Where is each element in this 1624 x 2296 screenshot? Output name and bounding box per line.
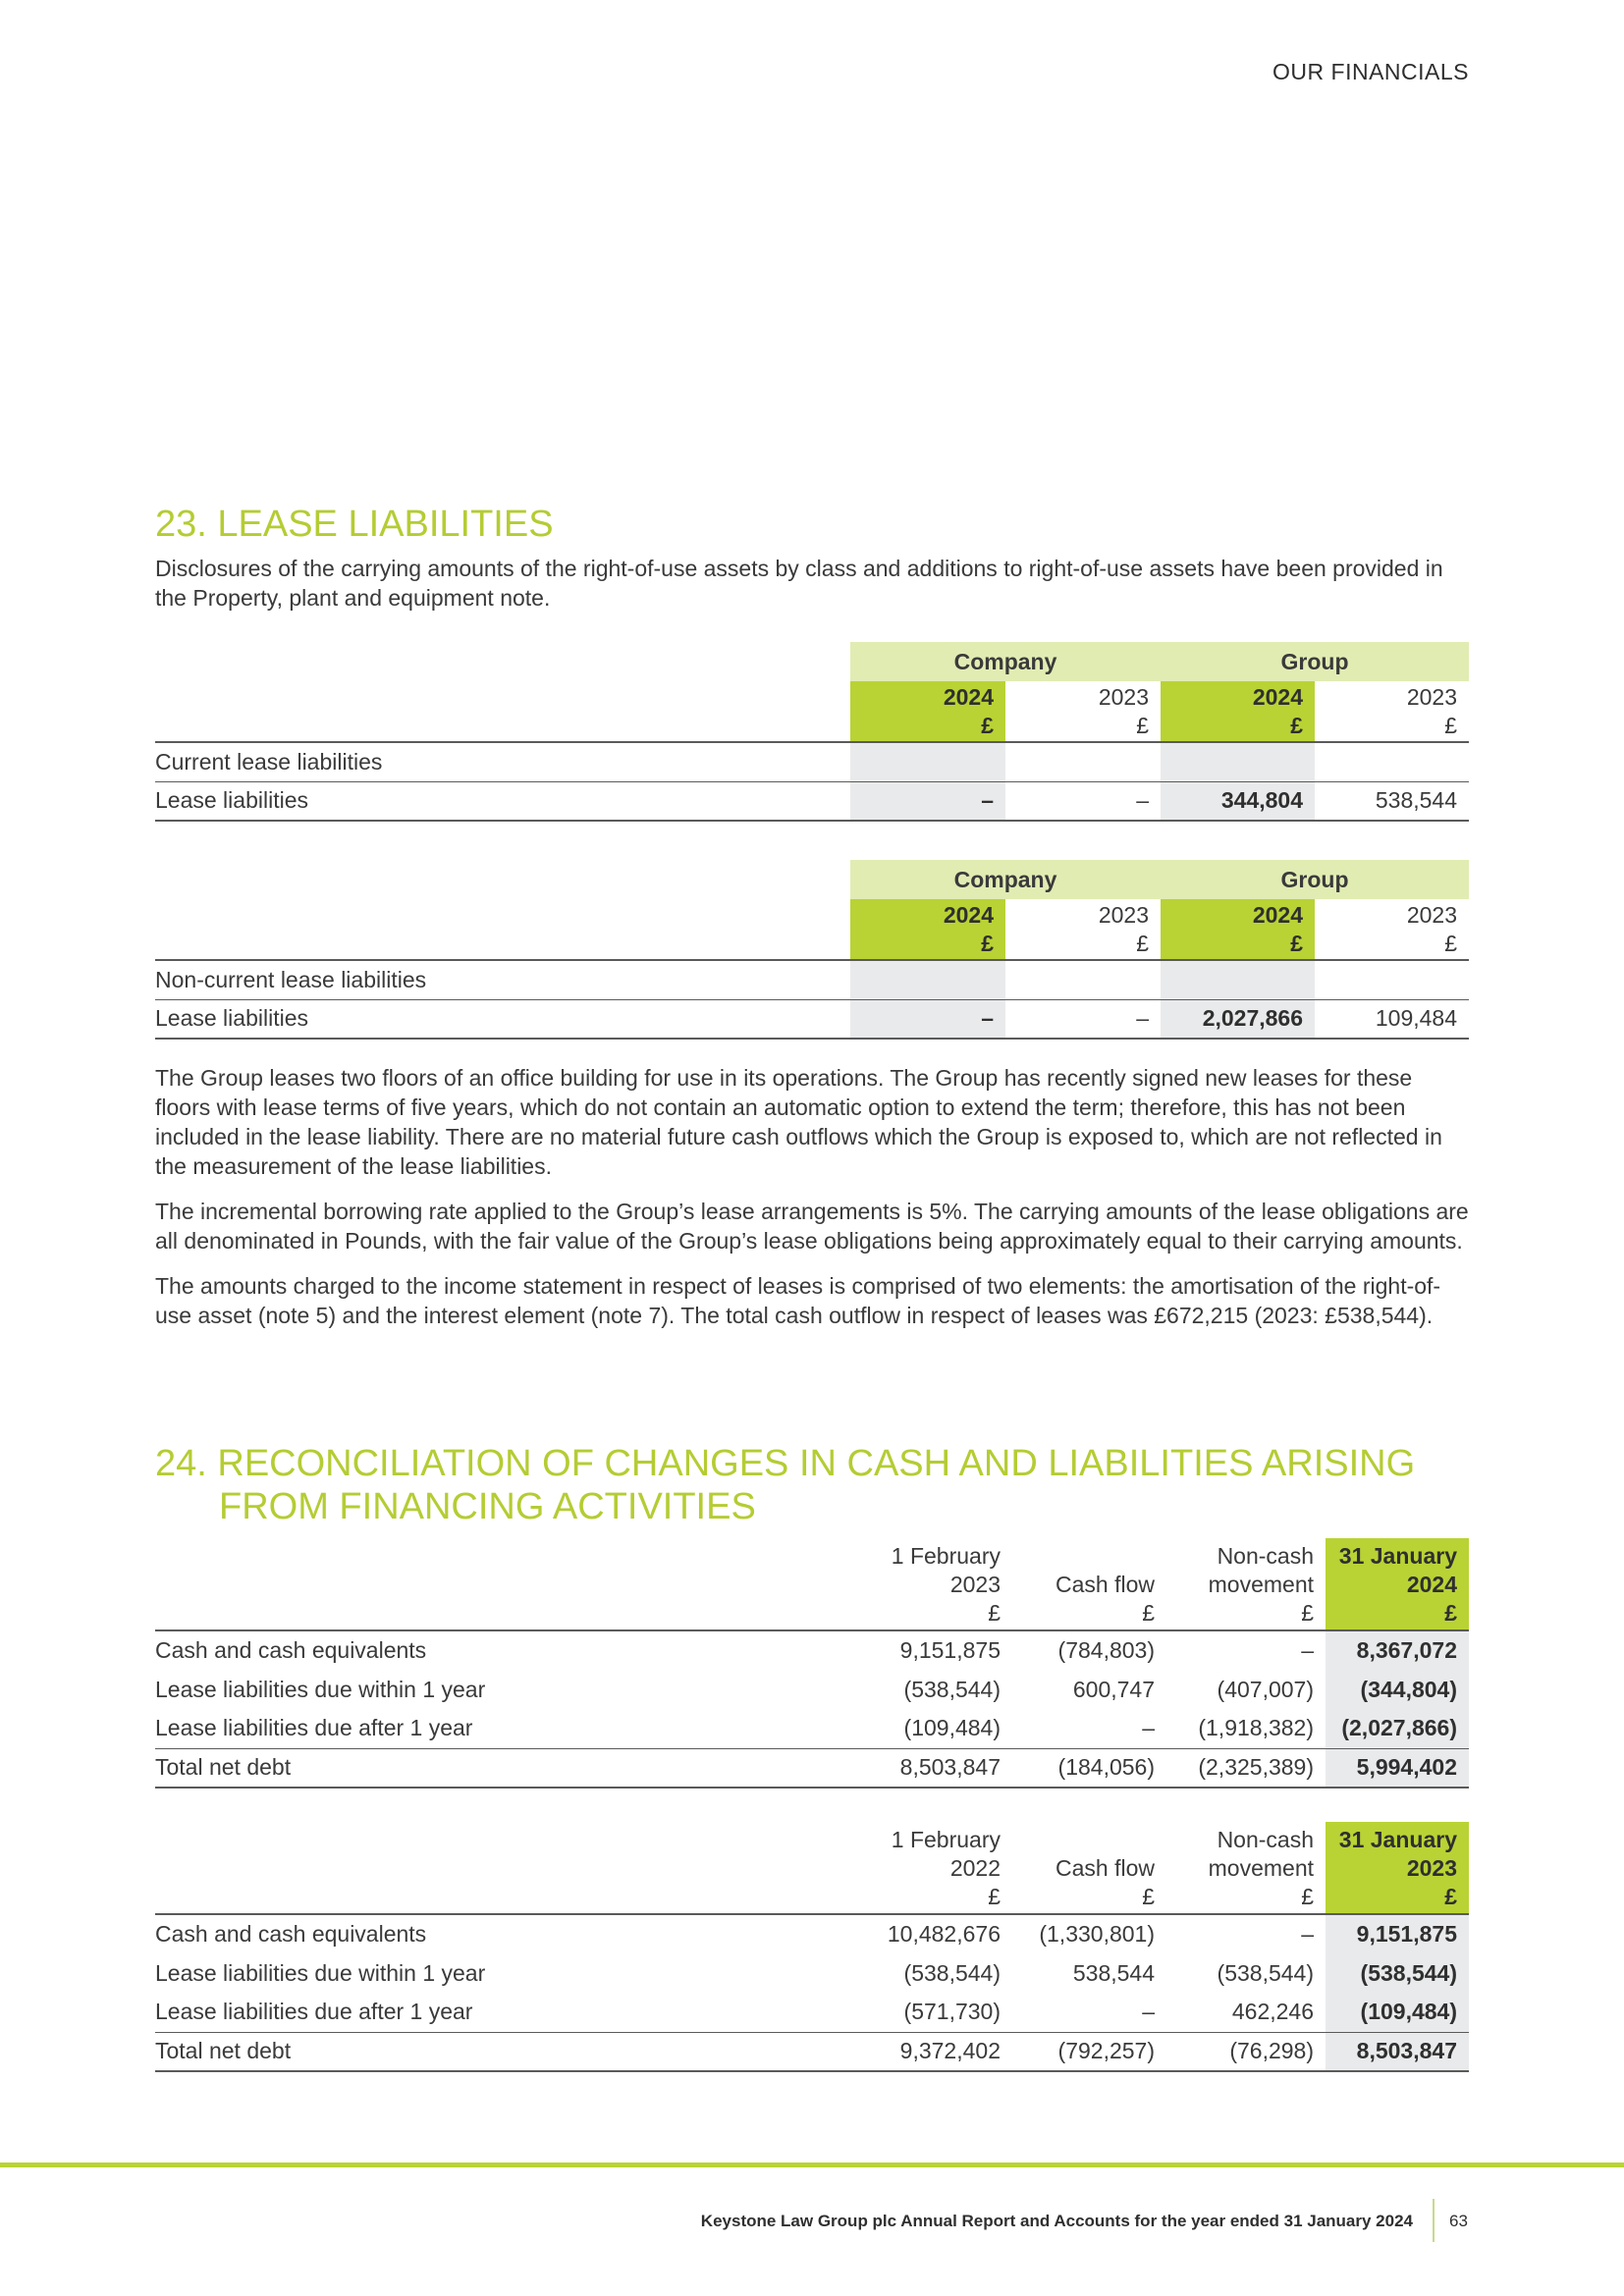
year-col-group-2023: 2023 £ — [1406, 902, 1458, 956]
table-row: Cash and cash equivalents 10,482,676 (1,330,801) – 9,151,875 — [155, 1914, 1469, 1953]
table-row: Lease liabilities due within 1 year (538,544) 538,544 (538,544) (538,544) — [155, 1953, 1469, 1993]
reconciliation-table-2024 — [155, 1538, 1469, 1789]
year-col-company-2023: 2023 £ — [1098, 684, 1150, 738]
col-closing-balance: 31 January 2023 £ — [1326, 1822, 1469, 1914]
reconciliation-table-2023 — [155, 1822, 1469, 2072]
col-closing-balance: 31 January 2024 £ — [1326, 1538, 1469, 1630]
noncurrent-lease-table — [155, 860, 1469, 1040]
year-col-group-2024: 2024 £ — [1161, 899, 1315, 960]
note-23-intro: Disclosures of the carrying amounts of the right-of-use assets by class and additions to right-of-use assets have been provided in the Property, plant and equipment note. — [155, 556, 1443, 611]
year-col-company-2024: 2024 £ — [850, 681, 1005, 742]
company-header: Company — [850, 860, 1161, 899]
table-row-total: Total net debt 9,372,402 (792,257) (76,298) 8,503,847 — [155, 2032, 1469, 2071]
noncurrent-lease-subheading: Non-current lease liabilities — [155, 960, 850, 999]
group-header: Group — [1161, 642, 1469, 681]
table-row: Lease liabilities due after 1 year (571,730) – 462,246 (109,484) — [155, 1993, 1469, 2032]
footer-rule — [0, 2163, 1624, 2167]
page-number: 63 — [1449, 2212, 1468, 2230]
footer-report-title: Keystone Law Group plc Annual Report and Accounts for the year ended 31 January 2024 — [700, 2212, 1413, 2230]
table-row-total: Total net debt 8,503,847 (184,056) (2,325,389) 5,994,402 — [155, 1748, 1469, 1788]
col-opening-balance: 1 February 2022 £ — [852, 1822, 1012, 1914]
current-lease-subheading: Current lease liabilities — [155, 742, 850, 781]
table-row: Lease liabilities due after 1 year (109,484) – (1,918,382) (2,027,866) — [155, 1709, 1469, 1748]
col-opening-balance: 1 February 2023 £ — [852, 1538, 1012, 1630]
col-cash-flow: Cash flow £ — [1012, 1822, 1166, 1914]
table-row: Lease liabilities – – 344,804 538,544 — [155, 781, 1469, 821]
year-col-company-2024: 2024 £ — [850, 899, 1005, 960]
section-label: OUR FINANCIALS — [1272, 59, 1469, 84]
table-row: Lease liabilities – – 2,027,866 109,484 — [155, 999, 1469, 1039]
note-23-title: 23. LEASE LIABILITIES — [155, 504, 554, 545]
group-header: Group — [1161, 860, 1469, 899]
note-23-section — [155, 503, 1469, 613]
col-non-cash-movement: Non-cash movement £ — [1166, 1538, 1326, 1630]
company-header: Company — [850, 642, 1161, 681]
paragraph: The Group leases two floors of an office building for use in its operations. The Group has recently signed new leases for these floors with lease terms of five years, which do not contain an automatic option to extend the term; therefore, this has not been included in the lease liability. There are no material future cash outflows which the Group is exposed to, which are not reflected in the measurement of the lease liabilities. — [155, 1065, 1442, 1179]
year-col-group-2023: 2023 £ — [1406, 684, 1458, 738]
table-row: Lease liabilities due within 1 year (538,544) 600,747 (407,007) (344,804) — [155, 1670, 1469, 1709]
paragraph: The incremental borrowing rate applied to the Group’s lease arrangements is 5%. The carrying amounts of the lease obligations are all denominated in Pounds, with the fair value of the Group’s lease obligations being approximately equal to their carrying amounts. — [155, 1199, 1469, 1254]
note-23-paragraphs — [155, 1063, 1469, 1330]
current-lease-table — [155, 642, 1469, 822]
footer-divider — [1433, 2199, 1435, 2242]
col-non-cash-movement: Non-cash movement £ — [1166, 1822, 1326, 1914]
table-row: Cash and cash equivalents 9,151,875 (784,803) – 8,367,072 — [155, 1630, 1469, 1670]
col-cash-flow: Cash flow £ — [1012, 1538, 1166, 1630]
year-col-group-2024: 2024 £ — [1161, 681, 1315, 742]
year-col-company-2023: 2023 £ — [1098, 902, 1150, 956]
paragraph: The amounts charged to the income statement in respect of leases is comprised of two elements: the amortisation of the right-of-use asset (note 5) and the interest element (note 7). The total cash outflow in respect of leases was £672,215 (2023: £538,544). — [155, 1273, 1441, 1328]
note-24-section — [155, 1442, 1469, 1528]
note-24-title: 24. RECONCILIATION OF CHANGES IN CASH AND LIABILITIES ARISING FROM FINANCING ACTIVITIES — [155, 1443, 1416, 1527]
